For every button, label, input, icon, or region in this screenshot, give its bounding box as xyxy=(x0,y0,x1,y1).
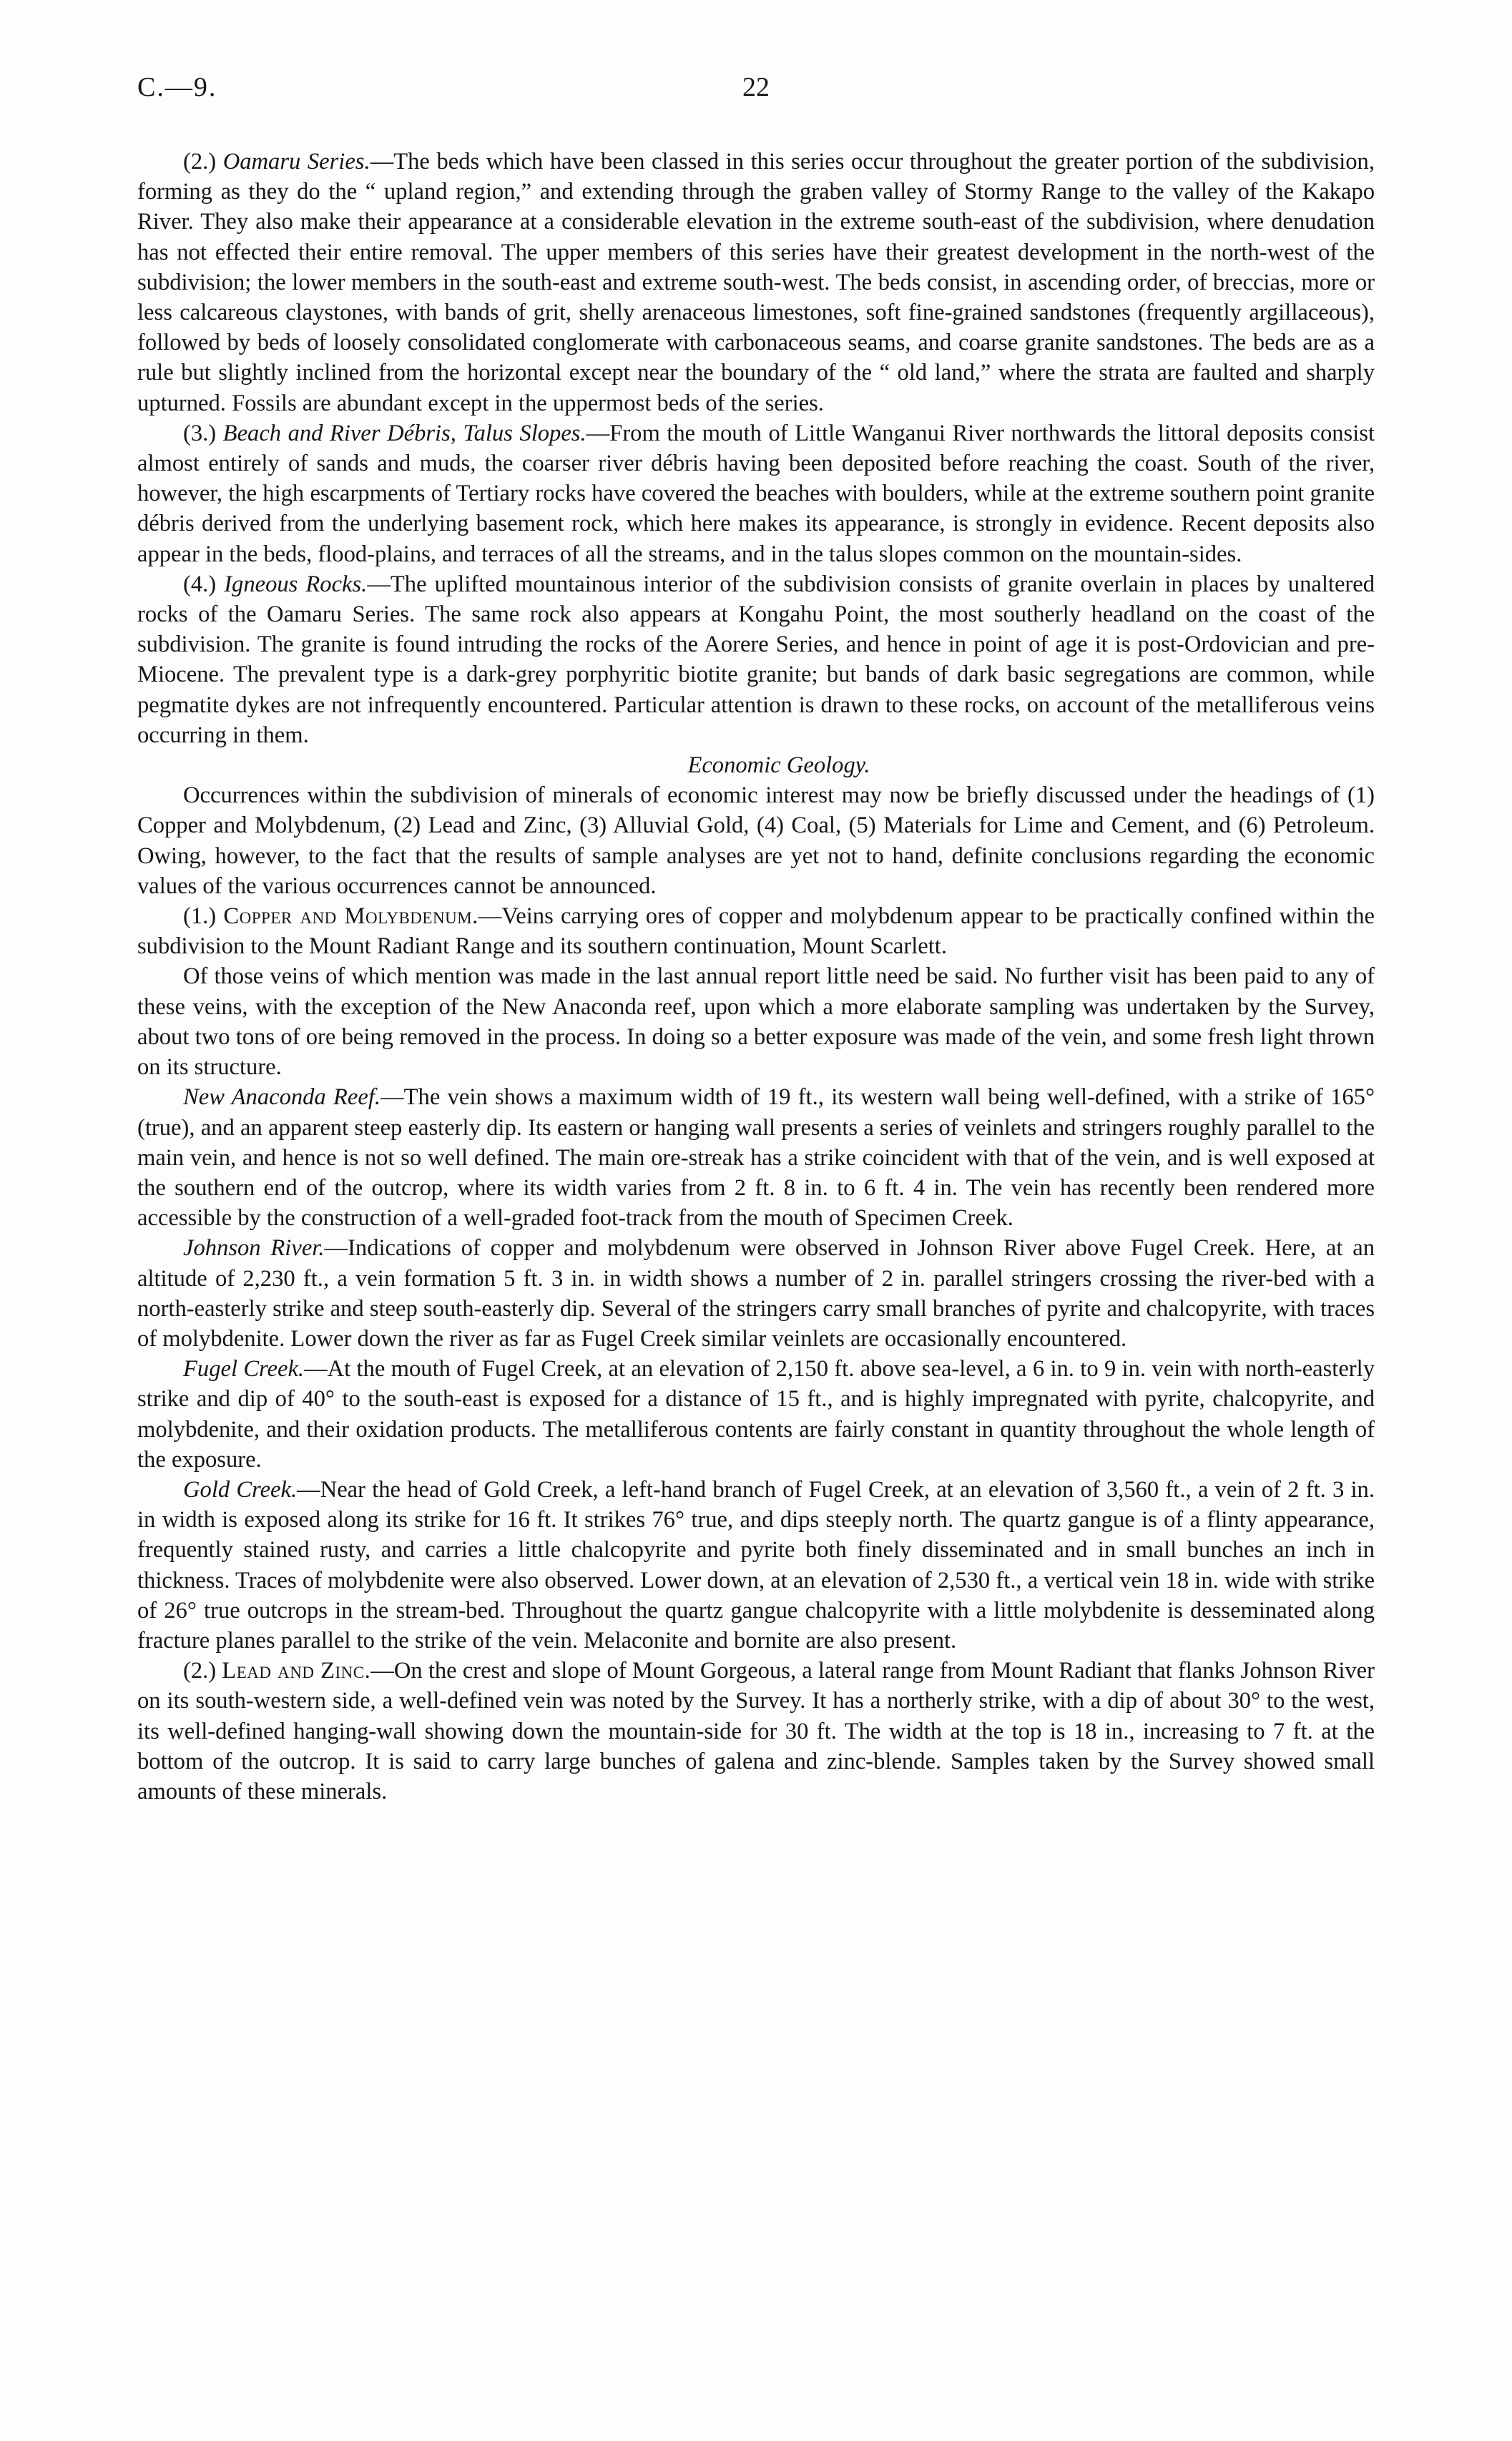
paragraph-title: Johnson River. xyxy=(183,1235,325,1262)
document-reference: C.—9. xyxy=(137,72,217,102)
paragraph-johnson-river xyxy=(137,1233,1375,1354)
paragraph-fugel-creek xyxy=(137,1354,1375,1475)
paragraph-previous-veins: Of those veins of which mention was made in the last annual report little need be said. No further visit has been paid to any of these veins, with the exception of the New Anaconda reef, upon which a more elaborate sampling was undertaken by the Survey, about two tons of ore being removed in the process. In doing so a better exposure was made of the vein, and some fresh light thrown on its structure. xyxy=(137,963,1375,1081)
paragraph-text: —The uplifted mountainous interior of the subdivision consists of granite overlain in places by unaltered rocks of the Oamaru Series. The same rock also appears at Kongahu Point, the most southerly headland on the coast of the subdivision. The granite is found intruding the rocks of the Aorere Series, and hence in point of age it is post-Ordovician and pre-Miocene. The prevalent type is a dark-grey porphyritic biotite granite; but bands of dark basic segregations are common, while pegmatite dykes are not infrequently encountered. Particular attention is drawn to these rocks, on account of the metalliferous veins occurring in them. xyxy=(137,571,1375,748)
paragraph-copper-molybdenum xyxy=(137,901,1375,961)
paragraph-text: —Veins carrying ores of copper and molybdenum appear to be practically confined within the subdivision to the Mount Radiant Range and its southern continuation, Mount Scarlett. xyxy=(137,903,1375,960)
paragraph-title: Copper and Molybdenum. xyxy=(223,903,478,930)
body-text xyxy=(137,147,1375,1807)
paragraph-number: (3.) xyxy=(183,420,223,446)
paragraph-beach-river-debris xyxy=(137,418,1375,569)
paragraph-text: —Near the head of Gold Creek, a left-hand branch of Fugel Creek, at an elevation of 3,560 ft., a vein of 2 ft. 3 in. in width is exposed along its strike for 16 ft. It strikes 76° true, and dips steeply north. The quartz gangue is of a flinty appearance, frequently stained rusty, and carries a little chalcopyrite and pyrite both finely disseminated and in small bunches an inch in thickness. Traces of molybdenite were also observed. Lower down, at an elevation of 2,530 ft., a vertical vein 18 in. wide with strike of 26° true outcrops in the stream-bed. Throughout the quartz gangue chalcopyrite with a little molybdenite is desseminated along fracture planes parallel to the strike of the vein. Melaconite and bornite are also present. xyxy=(137,1476,1375,1654)
paragraph-number: (2.) xyxy=(183,149,223,175)
paragraph-oamaru-series xyxy=(137,147,1375,418)
page-header xyxy=(137,72,1375,114)
paragraph-title: Lead and Zinc. xyxy=(222,1658,371,1684)
paragraph-title: New Anaconda Reef. xyxy=(183,1084,381,1111)
page-number: 22 xyxy=(742,72,770,102)
paragraph-new-anaconda-reef xyxy=(137,1082,1375,1233)
paragraph-number: (1.) xyxy=(183,903,224,930)
paragraph-title: Oamaru Series. xyxy=(222,149,370,175)
paragraph-gold-creek xyxy=(137,1475,1375,1656)
paragraph-title: Gold Creek. xyxy=(183,1476,298,1503)
paragraph-text: —At the mouth of Fugel Creek, at an elevation of 2,150 ft. above sea-level, a 6 in. to 9 in. vein with north-easterly strike and dip of 40° to the south-east is exposed for a distance of 15 ft., and is highly impregnated with pyrite, chalcopyrite, and molybdenite, and their oxidation products. The metalliferous contents are fairly constant in quantity throughout the whole length of the exposure. xyxy=(137,1356,1375,1473)
paragraph-text: —The beds which have been classed in this series occur throughout the greater portion of the subdivision, forming as they do the “ upland region,” and extending through the graben valley of Stormy Range to the valley of the Kakapo River. They also make their appearance at a considerable elevation in the extreme south-east of the subdivision, where denudation has not effected their entire removal. The upper members of this series have their greatest development in the north-west of the subdivision; the lower members in the south-east and extreme south-west. The beds consist, in ascending order, of breccias, more or less calcareous claystones, with bands of grit, shelly arenaceous limestones, soft fine-grained sandstones (frequently argillaceous), followed by beds of loosely consolidated conglomerate with carbonaceous seams, and coarse granite sandstones. The beds are as a rule but slightly inclined from the horizontal except near the boundary of the “ old land,” where the strata are faulted and sharply upturned. Fossils are abundant except in the uppermost beds of the series. xyxy=(137,149,1375,416)
paragraph-lead-zinc xyxy=(137,1656,1375,1807)
paragraph-igneous-rocks xyxy=(137,569,1375,750)
paragraph-economic-intro: Occurrences within the subdivision of minerals of economic interest may now be briefly discussed under the headings of (1) Copper and Molybdenum, (2) Lead and Zinc, (3) Alluvial Gold, (4) Coal, (5) Materials for Lime and Cement, and (6) Petroleum. Owing, however, to the fact that the results of sample analyses are yet not to hand, definite conclusions regarding the economic values of the various occurrences cannot be announced. xyxy=(137,782,1375,899)
paragraph-title: Beach and River Débris, Talus Slopes. xyxy=(222,420,586,446)
paragraph-title: Fugel Creek. xyxy=(183,1356,305,1382)
paragraph-text: —Indications of copper and molybdenum were observed in Johnson River above Fugel Creek. Here, at an altitude of 2,230 ft., a vein formation 5 ft. 3 in. in width shows a number of 2 in. parallel stringers crossing the river-bed with a north-easterly strike and steep south-easterly dip. Several of the stringers carry small branches of pyrite and chalcopyrite, with traces of molybdenite. Lower down the river as far as Fugel Creek similar veinlets are occasionally encountered. xyxy=(137,1235,1375,1352)
paragraph-number: (2.) xyxy=(183,1658,222,1684)
paragraph-text: —The vein shows a maximum width of 19 ft., its western wall being well-defined, with a strike of 165° (true), and an apparent steep easterly dip. Its eastern or hanging wall presents a series of veinlets and stringers roughly parallel to the main vein, and hence is not so well defined. The main ore-streak has a strike coincident with that of the vein, and is well exposed at the southern end of the outcrop, where its width varies from 2 ft. 8 in. to 6 ft. 4 in. The vein has recently been rendered more accessible by the construction of a well-graded foot-track from the mouth of Specimen Creek. xyxy=(137,1084,1375,1232)
paragraph-text: —On the crest and slope of Mount Gorgeous, a lateral range from Mount Radiant that flanks Johnson River on its south-western side, a well-defined vein was noted by the Survey. It has a northerly strike, with a dip of about 30° to the west, its well-defined hanging-wall showing down the mountain-side for 30 ft. The width at the top is 18 in., increasing to 7 ft. at the bottom of the outcrop. It is said to carry large bunches of galena and zinc-blende. Samples taken by the Survey showed small amounts of these minerals. xyxy=(137,1658,1375,1804)
paragraph-number: (4.) xyxy=(183,571,225,597)
paragraph-title: Igneous Rocks. xyxy=(224,571,368,597)
paragraph-text: —From the mouth of Little Wanganui River northwards the littoral deposits consist almost entirely of sands and muds, the coarser river débris having been deposited before reaching the coast. South of the river, however, the high escarpments of Tertiary rocks have covered the beaches with boulders, while at the extreme southern point granite débris derived from the underlying basement rock, which here makes its appearance, is strongly in evidence. Recent deposits also appear in the beds, flood-plains, and terraces of all the streams, and in the talus slopes common on the mountain-sides. xyxy=(137,420,1375,567)
section-heading-economic-geology: Economic Geology. xyxy=(687,752,870,779)
